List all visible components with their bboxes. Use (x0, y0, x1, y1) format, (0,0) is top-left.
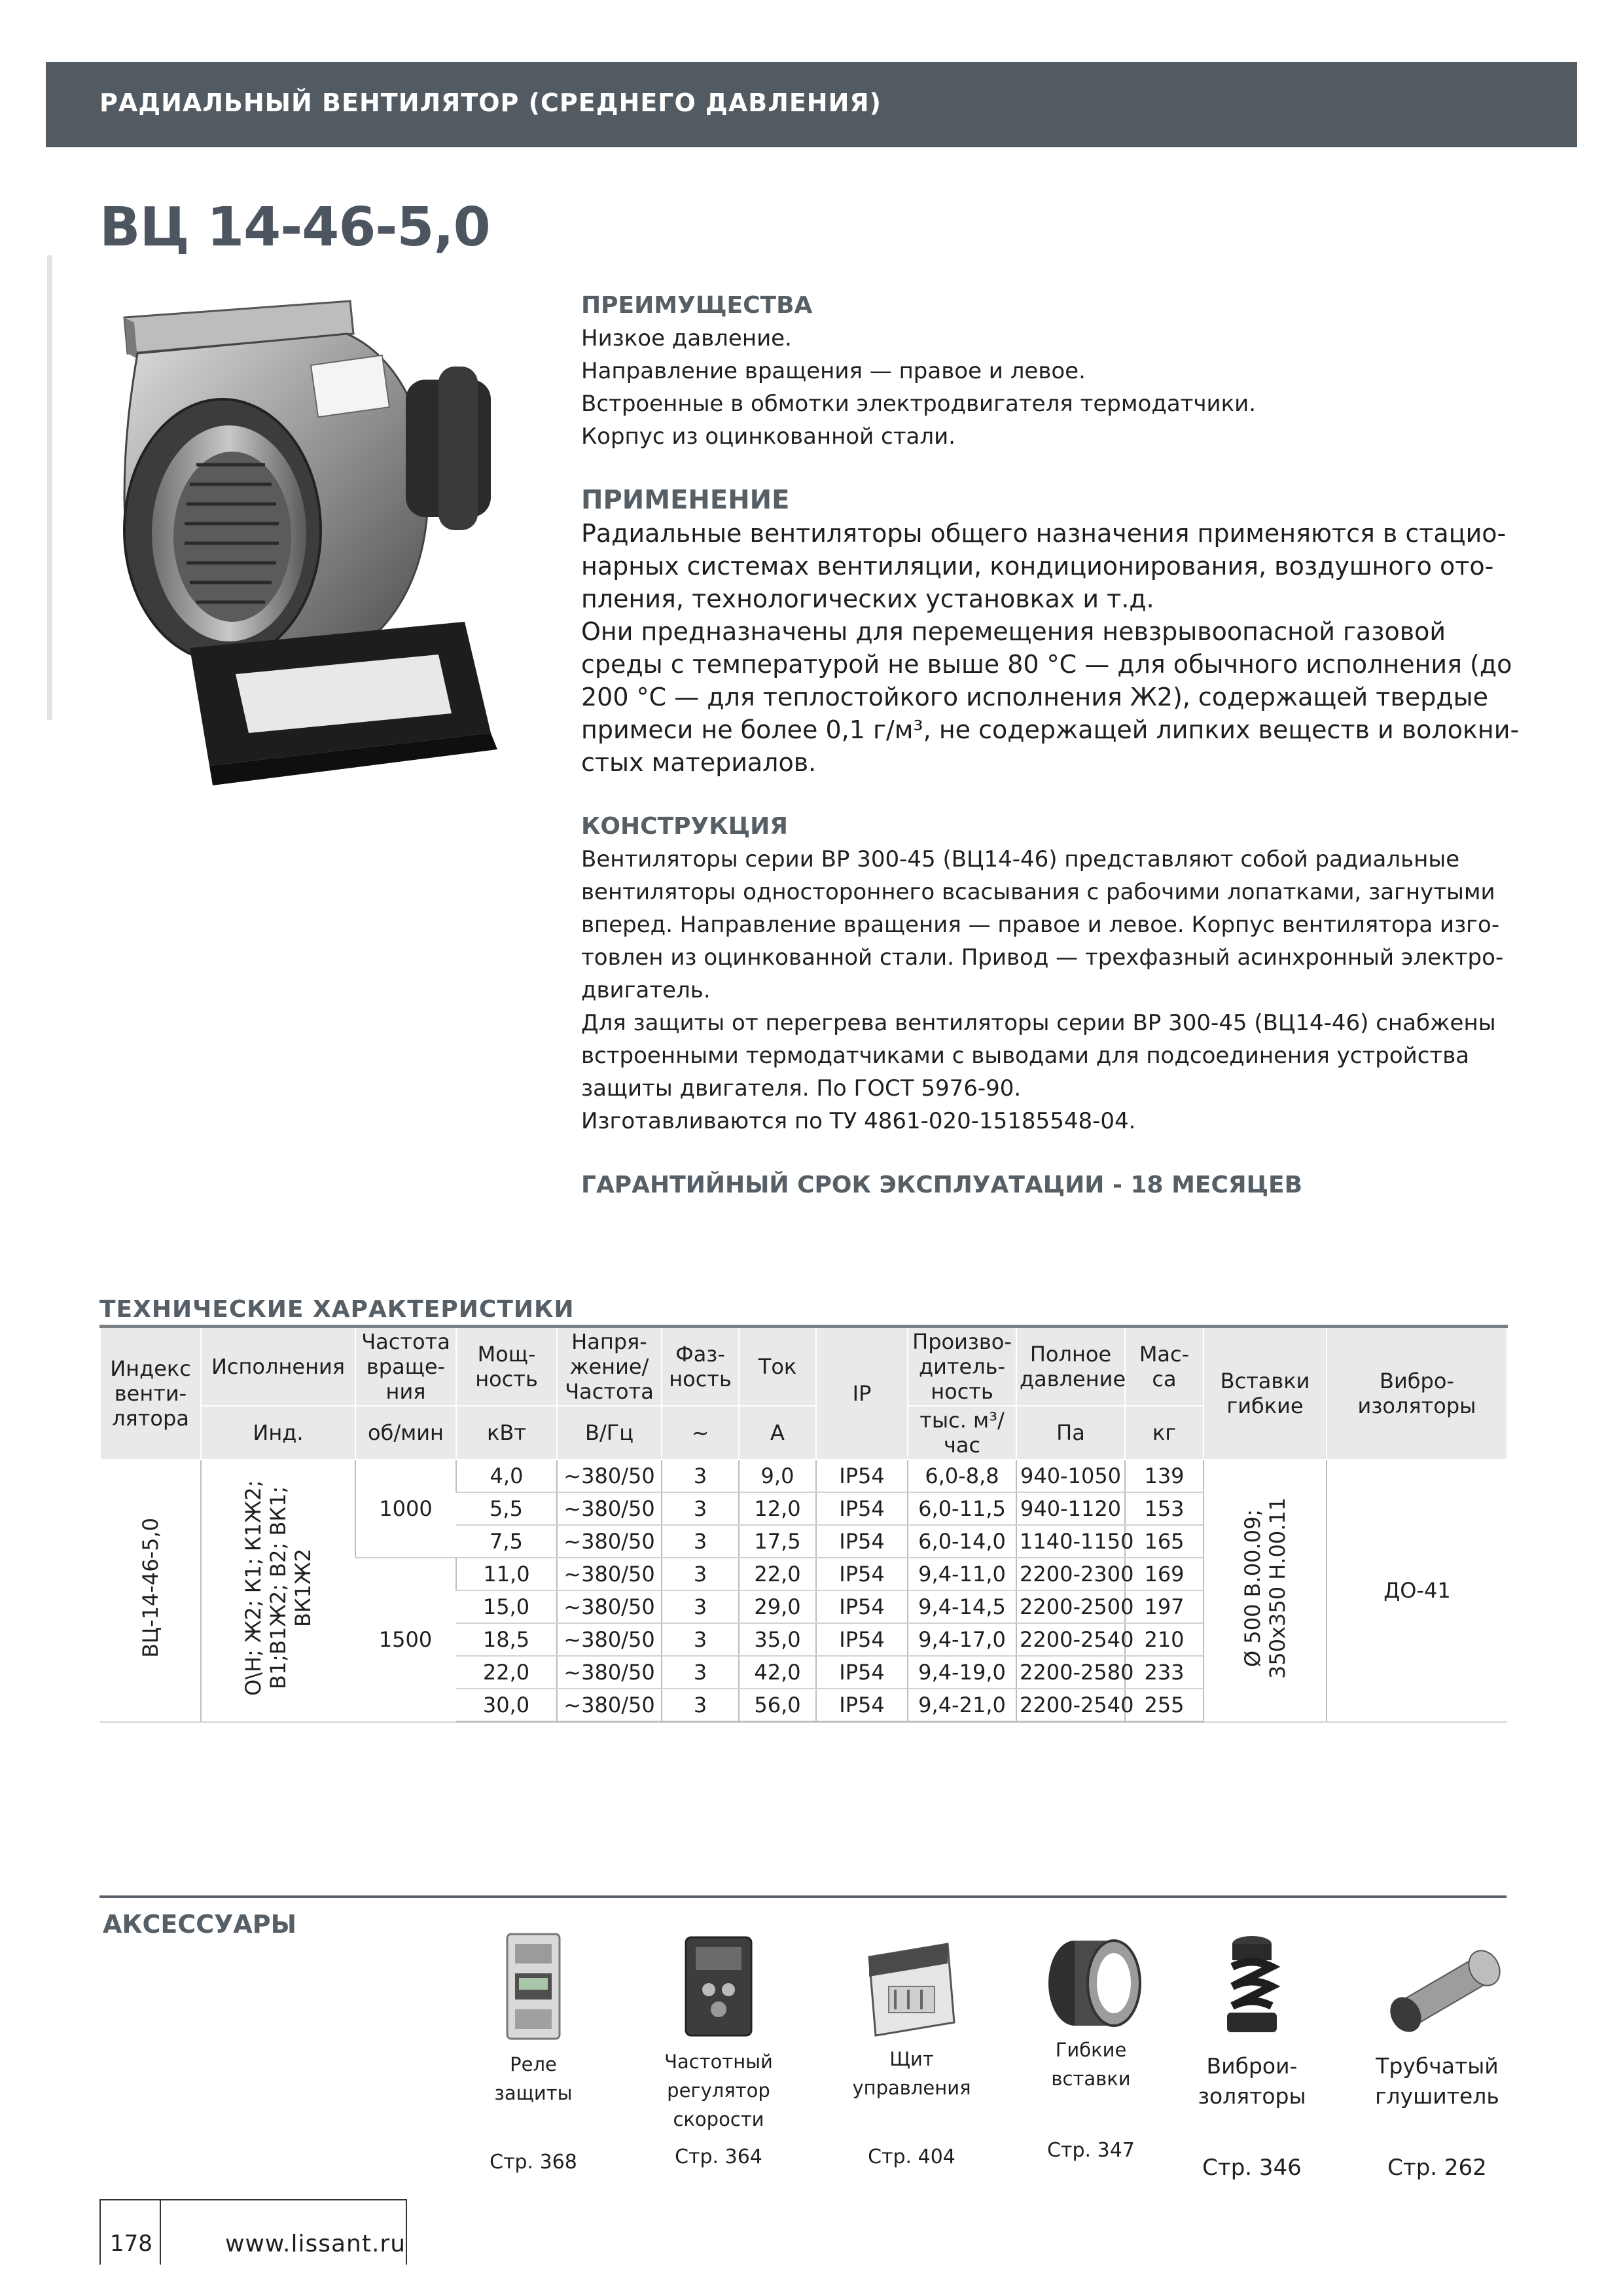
cell-ip: IP54 (816, 1689, 908, 1722)
advantages-section (581, 289, 1256, 453)
cell-capacity: 9,4-14,5 (908, 1590, 1016, 1623)
accessory-vibration-isolators[interactable] (1167, 1931, 1337, 2181)
advantage-item: Направление вращения — правое и левое. (581, 358, 1086, 384)
text-line: Для защиты от перегрева вентиляторы серии ВР 300-45 (ВЦ14-46) снабжены (581, 1010, 1496, 1036)
cell-ip: IP54 (816, 1460, 908, 1492)
cell-pressure: 2200-2540 (1016, 1689, 1125, 1722)
accessory-label-line: глушитель (1375, 2083, 1499, 2109)
product-title: ВЦ 14-46-5,0 (99, 196, 490, 259)
text-line: вперед. Направление вращения — правое и левое. Корпус вентилятора изго- (581, 912, 1500, 938)
col-voltage: Напря-жение/ Частота (557, 1327, 662, 1407)
accessory-label (633, 2047, 804, 2134)
unit-phase: ~ (662, 1406, 739, 1460)
text-line: товлен из оцинкованной стали. Привод — трехфазный асинхронный электро- (581, 944, 1504, 971)
cell-capacity: 9,4-21,0 (908, 1689, 1016, 1722)
cell-mass: 169 (1125, 1558, 1204, 1590)
text-line: защиты двигателя. По ГОСТ 5976-90. (581, 1075, 1022, 1102)
cell-power: 7,5 (456, 1525, 557, 1558)
col-index: Индекс венти-лятора (100, 1327, 201, 1460)
cell-ip: IP54 (816, 1492, 908, 1525)
cell-mass: 153 (1125, 1492, 1204, 1525)
cell-power: 4,0 (456, 1460, 557, 1492)
cell-capacity: 9,4-19,0 (908, 1656, 1016, 1689)
text-line: двигатель. (581, 977, 711, 1003)
cell-capacity: 9,4-11,0 (908, 1558, 1016, 1590)
accessory-tubular-silencer[interactable] (1352, 1931, 1522, 2181)
cell-voltage: ~380/50 (557, 1656, 662, 1689)
spec-table-wrap (99, 1325, 1507, 1723)
cell-voltage: ~380/50 (557, 1623, 662, 1656)
cell-pressure: 1140-1150 (1016, 1525, 1125, 1558)
text-line: Радиальные вентиляторы общего назначения применяются в стацио- (581, 519, 1507, 548)
cell-isolators: ДО-41 (1327, 1460, 1507, 1722)
index-value: ВЦ-14-46-5,0 (137, 1518, 163, 1659)
cell-power: 11,0 (456, 1558, 557, 1590)
cell-phase: 3 (662, 1460, 739, 1492)
unit-power: кВт (456, 1406, 557, 1460)
tubular-silencer-icon (1372, 1931, 1503, 2042)
cell-capacity: 6,0-14,0 (908, 1525, 1016, 1558)
application-text (581, 517, 1519, 779)
fan-photo (98, 281, 543, 792)
cell-current: 17,5 (739, 1525, 816, 1558)
col-pressure: Полное давление (1016, 1327, 1125, 1407)
construction-heading: КОНСТРУКЦИЯ (581, 813, 788, 840)
construction-text (581, 843, 1503, 1138)
accessory-label-line: Щит (889, 2048, 934, 2070)
accessory-label-line: Реле (510, 2053, 557, 2075)
website-link[interactable]: www.lissant.ru (225, 2231, 406, 2257)
footer-divider (99, 2199, 101, 2265)
accessory-label-line: регулятор (667, 2079, 770, 2102)
text-line: 200 °C — для теплостойкого исполнения Ж2), содержащей твердые (581, 683, 1488, 711)
application-section (581, 483, 1519, 779)
cell-current: 9,0 (739, 1460, 816, 1492)
header-row (100, 1327, 1507, 1407)
flexible-insert-icon (1035, 1931, 1147, 2036)
accessory-label-line: Частотный (664, 2051, 773, 2073)
accessory-label (827, 2045, 997, 2102)
accessory-label-line: вставки (1051, 2068, 1131, 2090)
text-line: Вентиляторы серии ВР 300-45 (ВЦ14-46) представляют собой радиальные (581, 846, 1460, 872)
table-row (100, 1460, 1507, 1492)
accessory-page: Стр. 364 (675, 2145, 762, 2168)
cell-mass: 233 (1125, 1656, 1204, 1689)
col-phase: Фаз-ность (662, 1327, 739, 1407)
col-versions: Исполнения (201, 1327, 355, 1407)
accessory-label-line: управления (852, 2077, 971, 2099)
cell-inserts (1204, 1460, 1327, 1722)
accessories-rule (99, 1895, 1507, 1898)
cell-pressure: 2200-2580 (1016, 1656, 1125, 1689)
accessory-label (1006, 2036, 1176, 2093)
text-line: Изготавливаются по ТУ 4861-020-15185548-04. (581, 1108, 1136, 1134)
cell-phase: 3 (662, 1558, 739, 1590)
cell-capacity: 6,0-11,5 (908, 1492, 1016, 1525)
accessory-label-line: Виброи- (1206, 2053, 1298, 2079)
cell-current: 22,0 (739, 1558, 816, 1590)
cell-mass: 165 (1125, 1525, 1204, 1558)
accessory-label-line: Гибкие (1055, 2039, 1127, 2061)
accessory-label-line: Трубчатый (1376, 2053, 1499, 2079)
col-ip: IP (816, 1327, 908, 1460)
relay-icon (488, 1931, 579, 2042)
cell-phase: 3 (662, 1656, 739, 1689)
cell-power: 22,0 (456, 1656, 557, 1689)
accessory-page: Стр. 404 (868, 2145, 955, 2168)
cell-capacity: 9,4-17,0 (908, 1623, 1016, 1656)
cell-mass: 210 (1125, 1623, 1204, 1656)
unit-current: А (739, 1406, 816, 1460)
accessory-page: Стр. 262 (1387, 2155, 1487, 2181)
accessory-label-line: защиты (494, 2082, 573, 2104)
accessory-page: Стр. 368 (490, 2151, 577, 2174)
text-line: вентиляторы одностороннего всасывания с рабочими лопатками, загнутыми (581, 879, 1495, 905)
col-isolators: Вибро-изоляторы (1327, 1327, 1507, 1460)
cell-phase: 3 (662, 1492, 739, 1525)
text-line: примеси не более 0,1 г/м³, не содержащей липких веществ и волокни- (581, 715, 1520, 744)
inserts-value: Ø 500 В.00.09; 350х350 Н.00.11 (1240, 1497, 1290, 1679)
side-strip (47, 255, 52, 720)
cell-power: 5,5 (456, 1492, 557, 1525)
accessory-control-panel[interactable] (827, 1931, 997, 2168)
cell-capacity: 6,0-8,8 (908, 1460, 1016, 1492)
accessory-frequency-regulator[interactable] (633, 1931, 804, 2168)
cell-current: 12,0 (739, 1492, 816, 1525)
cell-power: 30,0 (456, 1689, 557, 1722)
cell-ip: IP54 (816, 1590, 908, 1623)
vibration-isolator-icon (1213, 1931, 1291, 2042)
advantage-item: Встроенные в обмотки электродвигателя термодатчики. (581, 391, 1257, 417)
unit-capacity: тыс. м³/час (908, 1406, 1016, 1460)
text-line: Они предназначены для перемещения невзрывоопасной газовой (581, 617, 1446, 646)
col-current: Ток (739, 1327, 816, 1407)
cell-power: 15,0 (456, 1590, 557, 1623)
unit-voltage: В/Гц (557, 1406, 662, 1460)
spec-table (99, 1325, 1508, 1723)
unit-speed: об/мин (355, 1406, 456, 1460)
cell-current: 29,0 (739, 1590, 816, 1623)
cell-power: 18,5 (456, 1623, 557, 1656)
cell-current: 35,0 (739, 1623, 816, 1656)
accessory-label (448, 2050, 618, 2108)
text-line: нарных системах вентиляции, кондиционирования, воздушного ото- (581, 552, 1494, 581)
cell-phase: 3 (662, 1590, 739, 1623)
cell-ip: IP54 (816, 1656, 908, 1689)
application-heading: ПРИМЕНЕНИЕ (581, 485, 790, 515)
col-capacity: Произво-дитель-ность (908, 1327, 1016, 1407)
col-power: Мощ-ность (456, 1327, 557, 1407)
accessory-protection-relay[interactable] (448, 1931, 618, 2174)
col-inserts: Вставки гибкие (1204, 1327, 1327, 1460)
accessory-label (1352, 2051, 1522, 2111)
control-panel-icon (856, 1931, 967, 2042)
cell-mass: 139 (1125, 1460, 1204, 1492)
cell-voltage: ~380/50 (557, 1689, 662, 1722)
cell-current: 56,0 (739, 1689, 816, 1722)
accessory-page: Стр. 347 (1047, 2139, 1135, 2162)
cell-mass: 197 (1125, 1590, 1204, 1623)
unit-mass: кг (1125, 1406, 1204, 1460)
cell-ip: IP54 (816, 1623, 908, 1656)
construction-section (581, 810, 1503, 1138)
page-number: 178 (110, 2231, 152, 2257)
cell-phase: 3 (662, 1525, 739, 1558)
accessory-page: Стр. 346 (1202, 2155, 1302, 2181)
cell-voltage: ~380/50 (557, 1460, 662, 1492)
text-line: среды с температурой не выше 80 °C — для обычного исполнения (до (581, 650, 1512, 679)
cell-pressure: 2200-2500 (1016, 1590, 1125, 1623)
advantage-item: Низкое давление. (581, 325, 792, 351)
cell-speed: 1000 (355, 1460, 456, 1558)
cell-versions (201, 1460, 355, 1722)
advantage-item: Корпус из оцинкованной стали. (581, 423, 955, 450)
cell-speed: 1500 (355, 1558, 456, 1722)
cell-voltage: ~380/50 (557, 1558, 662, 1590)
text-line: пления, технологических установках и т.д. (581, 584, 1154, 613)
cell-phase: 3 (662, 1689, 739, 1722)
cell-voltage: ~380/50 (557, 1492, 662, 1525)
cell-pressure: 940-1050 (1016, 1460, 1125, 1492)
cell-index (100, 1460, 201, 1722)
col-speed: Частота враще-ния (355, 1327, 456, 1407)
unit-pressure: Па (1016, 1406, 1125, 1460)
footer-divider (160, 2199, 161, 2265)
accessory-label-line: золяторы (1198, 2083, 1306, 2109)
warranty-note: ГАРАНТИЙНЫЙ СРОК ЭКСПЛУАТАЦИИ - 18 МЕСЯЦЕВ (581, 1172, 1303, 1198)
advantages-list (581, 322, 1256, 453)
cell-voltage: ~380/50 (557, 1525, 662, 1558)
header-title: РАДИАЛЬНЫЙ ВЕНТИЛЯТОР (СРЕДНЕГО ДАВЛЕНИЯ) (99, 88, 882, 117)
footer-divider (406, 2199, 407, 2265)
accessory-label (1167, 2051, 1337, 2111)
cell-ip: IP54 (816, 1525, 908, 1558)
accessory-label-line: скорости (673, 2108, 764, 2130)
col-mass: Мас-са (1125, 1327, 1204, 1407)
accessory-flexible-inserts[interactable] (1006, 1931, 1176, 2162)
cell-ip: IP54 (816, 1558, 908, 1590)
cell-mass: 255 (1125, 1689, 1204, 1722)
advantages-heading: ПРЕИМУЩЕСТВА (581, 292, 813, 319)
accessories-title: АКСЕССУАРЫ (103, 1910, 297, 1939)
versions-value: О\Н; Ж2; К1; К1Ж2; В1;В1Ж2; В2; ВК1; ВК1Ж2 (241, 1480, 315, 1696)
cell-voltage: ~380/50 (557, 1590, 662, 1623)
text-line: встроенными термодатчиками с выводами для подсоединения устройства (581, 1043, 1470, 1069)
table-title: ТЕХНИЧЕСКИЕ ХАРАКТЕРИСТИКИ (99, 1296, 575, 1323)
cell-pressure: 2200-2300 (1016, 1558, 1125, 1590)
cell-current: 42,0 (739, 1656, 816, 1689)
cell-pressure: 2200-2540 (1016, 1623, 1125, 1656)
text-line: стых материалов. (581, 748, 817, 777)
unit-versions: Инд. (201, 1406, 355, 1460)
frequency-regulator-icon (669, 1931, 768, 2042)
cell-pressure: 940-1120 (1016, 1492, 1125, 1525)
cell-phase: 3 (662, 1623, 739, 1656)
